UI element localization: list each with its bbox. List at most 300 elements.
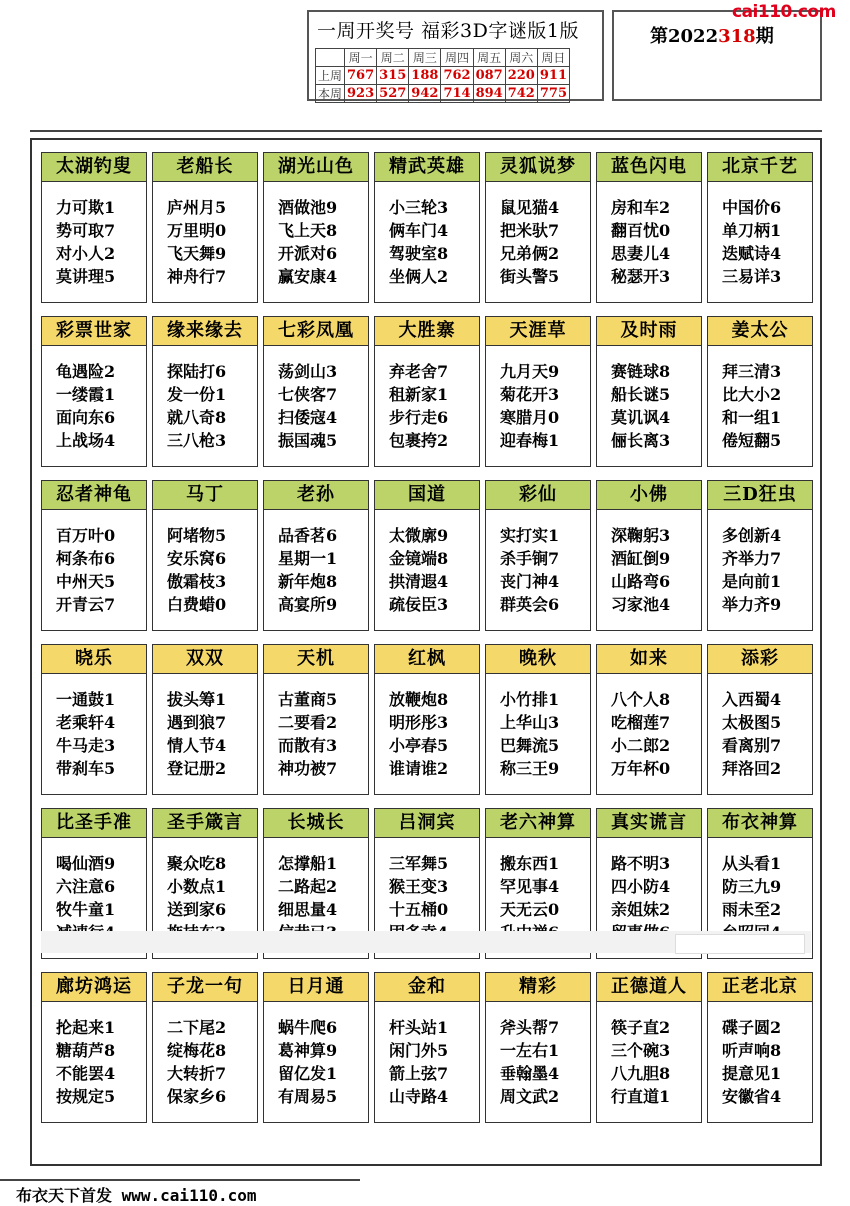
- riddle-lines: [708, 510, 812, 616]
- riddle-line: 赛链球8: [611, 362, 671, 381]
- riddle-lines: [153, 1002, 257, 1108]
- riddle-line: 八个人8: [611, 690, 671, 709]
- riddle-line: 听声响8: [722, 1041, 782, 1060]
- riddle-line: 喝仙酒9: [56, 854, 116, 873]
- weekday-label: 周三: [409, 49, 441, 67]
- riddle-line: 带刹车5: [56, 759, 116, 778]
- riddle-line: 杆头站1: [389, 1018, 449, 1037]
- riddle-line: 拜三清3: [722, 362, 782, 381]
- riddle-line: 酒做池9: [278, 198, 338, 217]
- riddle-line: 闲门外5: [389, 1041, 449, 1060]
- riddle-block: [263, 644, 369, 795]
- riddle-line: 驾驶室8: [389, 244, 449, 263]
- block-title: 天涯草: [486, 317, 590, 346]
- block-title: 比圣手准: [42, 809, 146, 838]
- riddle-line: 二路起2: [278, 877, 338, 896]
- footer-text: 布衣天下首发 www.cai110.com: [16, 1186, 257, 1205]
- block-title: 正老北京: [708, 973, 812, 1002]
- riddle-line: 丧门神4: [500, 572, 560, 591]
- riddle-line: 迭赋诗4: [722, 244, 782, 263]
- riddle-line: 租新家1: [389, 385, 449, 404]
- riddle-lines: [597, 510, 701, 616]
- riddle-line: 菊花开3: [500, 385, 560, 404]
- riddle-block: [485, 644, 591, 795]
- block-title: 圣手箴言: [153, 809, 257, 838]
- riddle-line: 万年杯0: [611, 759, 671, 778]
- riddle-line: 对小人2: [56, 244, 116, 263]
- riddle-block: [596, 480, 702, 631]
- block-title: 马丁: [153, 481, 257, 510]
- riddle-line: 包裹挎2: [389, 431, 449, 450]
- issue-number: [650, 22, 774, 48]
- block-title: 双双: [153, 645, 257, 674]
- draw-number: 527: [377, 85, 409, 103]
- site-logo: cai110.com: [732, 2, 836, 22]
- riddle-block: [263, 316, 369, 467]
- riddle-lines: [597, 182, 701, 288]
- block-title: 蓝色闪电: [597, 153, 701, 182]
- block-title: 子龙一句: [153, 973, 257, 1002]
- riddle-lines: [153, 346, 257, 452]
- riddle-block: [707, 152, 813, 303]
- draw-number: 942: [409, 85, 441, 103]
- draw-number: 087: [473, 67, 505, 85]
- weekday-label: 周一: [345, 49, 377, 67]
- riddle-line: 鼠见猫4: [500, 198, 560, 217]
- riddle-line: 蜗牛爬6: [278, 1018, 338, 1037]
- draw-number: 923: [345, 85, 377, 103]
- riddle-line: 四小防4: [611, 877, 671, 896]
- this-week-row: [316, 85, 570, 103]
- riddle-lines: [486, 674, 590, 780]
- draw-number: 775: [537, 85, 569, 103]
- block-title: 老孙: [264, 481, 368, 510]
- riddle-line: 群英会6: [500, 595, 560, 614]
- divider: [30, 130, 822, 132]
- riddle-lines: [375, 838, 479, 944]
- riddle-line: 九月天9: [500, 362, 560, 381]
- riddle-line: 明形彤3: [389, 713, 449, 732]
- block-title: 天机: [264, 645, 368, 674]
- divider: [0, 1179, 360, 1181]
- riddle-line: 从头看1: [722, 854, 782, 873]
- block-title: 小佛: [597, 481, 701, 510]
- riddle-line: 疏佞臣3: [389, 595, 449, 614]
- riddle-block: [41, 152, 147, 303]
- riddle-line: 斧头帮7: [500, 1018, 560, 1037]
- riddle-block: [263, 972, 369, 1123]
- riddle-line: 牛马走3: [56, 736, 116, 755]
- riddle-line: 中国价6: [722, 198, 782, 217]
- riddle-line: 俪长离3: [611, 431, 671, 450]
- riddle-line: 小竹排1: [500, 690, 560, 709]
- riddle-line: 保家乡6: [167, 1087, 227, 1106]
- riddle-line: 探陆打6: [167, 362, 227, 381]
- riddle-line: 赢安康4: [278, 267, 338, 286]
- riddle-line: 搬东西1: [500, 854, 560, 873]
- riddle-block: [263, 152, 369, 303]
- draw-number: 742: [505, 85, 537, 103]
- riddle-lines: [42, 674, 146, 780]
- riddle-line: 神舟行7: [167, 267, 227, 286]
- riddle-line: 登记册2: [167, 759, 227, 778]
- riddle-lines: [375, 674, 479, 780]
- block-title: 七彩凤凰: [264, 317, 368, 346]
- riddle-line: 入西蜀4: [722, 690, 782, 709]
- riddle-block: [152, 644, 258, 795]
- riddle-line: 行直道1: [611, 1087, 671, 1106]
- riddle-block: [152, 972, 258, 1123]
- riddle-lines: [375, 510, 479, 616]
- riddle-line: 街头警5: [500, 267, 560, 286]
- riddle-line: 三易详3: [722, 267, 782, 286]
- row-label: 本周: [316, 85, 345, 103]
- block-title: 晓乐: [42, 645, 146, 674]
- block-title: 布衣神算: [708, 809, 812, 838]
- riddle-line: 荡剑山3: [278, 362, 338, 381]
- riddle-lines: [597, 838, 701, 944]
- riddle-line: 发一份1: [167, 385, 227, 404]
- riddle-block: [41, 316, 147, 467]
- riddle-block: [485, 152, 591, 303]
- riddle-line: 弃老舍7: [389, 362, 449, 381]
- riddle-line: 品香茗6: [278, 526, 338, 545]
- riddle-line: 杀手锏7: [500, 549, 560, 568]
- riddle-line: 不能罢4: [56, 1064, 116, 1083]
- block-title: 红枫: [375, 645, 479, 674]
- weekday-label: 周二: [377, 49, 409, 67]
- riddle-line: 星期一1: [278, 549, 338, 568]
- block-title: 三D狂虫: [708, 481, 812, 510]
- riddle-line: 按规定5: [56, 1087, 116, 1106]
- block-title: 晚秋: [486, 645, 590, 674]
- riddle-line: 放鞭炮8: [389, 690, 449, 709]
- draw-number: 911: [537, 67, 569, 85]
- riddle-line: 小三轮3: [389, 198, 449, 217]
- riddle-line: 太微廓9: [389, 526, 449, 545]
- last-week-row: [316, 67, 570, 85]
- riddle-line: 振国魂5: [278, 431, 338, 450]
- riddle-block: [41, 644, 147, 795]
- block-title: 忍者神龟: [42, 481, 146, 510]
- riddle-line: 寒腊月0: [500, 408, 560, 427]
- riddle-line: 阿堵物5: [167, 526, 227, 545]
- riddle-lines: [708, 346, 812, 452]
- block-title: 老船长: [153, 153, 257, 182]
- riddle-line: 迎春梅1: [500, 431, 560, 450]
- riddle-lines: [486, 510, 590, 616]
- riddle-line: 遇到狼7: [167, 713, 227, 732]
- riddle-line: 拜洛回2: [722, 759, 782, 778]
- riddle-line: 一通鼓1: [56, 690, 116, 709]
- page-title: 一周开奖号 福彩3D字谜版1版: [317, 20, 579, 42]
- riddle-line: 七侠客7: [278, 385, 338, 404]
- riddle-line: 房和车2: [611, 198, 671, 217]
- riddle-line: 大转折7: [167, 1064, 227, 1083]
- riddle-lines: [708, 838, 812, 944]
- riddle-line: 一缕霞1: [56, 385, 116, 404]
- riddle-lines: [153, 510, 257, 616]
- draw-number: 188: [409, 67, 441, 85]
- riddle-block: [41, 972, 147, 1123]
- riddle-line: 糖葫芦8: [56, 1041, 116, 1060]
- footer-blank: [675, 934, 805, 954]
- issue-panel: [612, 10, 822, 101]
- weekday-label: 周四: [441, 49, 473, 67]
- draw-number: 762: [441, 67, 473, 85]
- block-title: 添彩: [708, 645, 812, 674]
- row-label: 上周: [316, 67, 345, 85]
- riddle-lines: [264, 838, 368, 944]
- riddle-line: 举力齐9: [722, 595, 782, 614]
- weekday-label: 周日: [537, 49, 569, 67]
- riddle-block: [374, 316, 480, 467]
- riddle-line: 筷子直2: [611, 1018, 671, 1037]
- block-title: 长城长: [264, 809, 368, 838]
- riddle-line: 俩车门4: [389, 221, 449, 240]
- riddle-line: 新年炮8: [278, 572, 338, 591]
- riddle-lines: [375, 182, 479, 288]
- riddle-block: [596, 644, 702, 795]
- riddle-lines: [264, 346, 368, 452]
- riddle-line: 有周易5: [278, 1087, 338, 1106]
- block-title: 灵狐说梦: [486, 153, 590, 182]
- riddle-lines: [708, 182, 812, 288]
- block-title: 吕洞宾: [375, 809, 479, 838]
- riddle-line: 二下尾2: [167, 1018, 227, 1037]
- riddle-lines: [264, 674, 368, 780]
- riddle-line: 倦短翻5: [722, 431, 782, 450]
- riddle-line: 万里明0: [167, 221, 227, 240]
- riddle-line: 提意见1: [722, 1064, 782, 1083]
- riddle-line: 古董商5: [278, 690, 338, 709]
- riddle-lines: [597, 346, 701, 452]
- riddle-line: 情人节4: [167, 736, 227, 755]
- riddle-line: 秘瑟开3: [611, 267, 671, 286]
- riddle-line: 和一组1: [722, 408, 782, 427]
- riddle-line: 莫讥讽4: [611, 408, 671, 427]
- riddle-line: 白费蜡0: [167, 595, 227, 614]
- riddle-line: 小数点1: [167, 877, 227, 896]
- riddle-line: 习家池4: [611, 595, 671, 614]
- riddle-lines: [597, 674, 701, 780]
- riddle-line: 酒缸倒9: [611, 549, 671, 568]
- riddle-line: 开派对6: [278, 244, 338, 263]
- riddle-block: [485, 316, 591, 467]
- riddle-line: 龟遇险2: [56, 362, 116, 381]
- riddle-lines: [486, 182, 590, 288]
- block-title: 大胜寨: [375, 317, 479, 346]
- riddle-lines: [264, 510, 368, 616]
- riddle-line: 坐俩人2: [389, 267, 449, 286]
- riddle-lines: [597, 1002, 701, 1108]
- block-title: 姜太公: [708, 317, 812, 346]
- riddle-line: 柯条布6: [56, 549, 116, 568]
- riddle-line: 路不明3: [611, 854, 671, 873]
- riddle-line: 三军舞5: [389, 854, 449, 873]
- riddle-block: [374, 972, 480, 1123]
- riddle-line: 一左右1: [500, 1041, 560, 1060]
- block-title: 太湖钓叟: [42, 153, 146, 182]
- riddle-block: [41, 480, 147, 631]
- block-title: 正德道人: [597, 973, 701, 1002]
- riddle-line: 庐州月5: [167, 198, 227, 217]
- riddle-lines: [42, 182, 146, 288]
- riddle-block: [152, 480, 258, 631]
- riddle-line: 拔头筹1: [167, 690, 227, 709]
- riddle-line: 兄弟俩2: [500, 244, 560, 263]
- riddle-lines: [708, 674, 812, 780]
- riddle-line: 怎撑船1: [278, 854, 338, 873]
- riddle-lines: [42, 346, 146, 452]
- riddle-line: 巴舞流5: [500, 736, 560, 755]
- riddle-line: 雨未至2: [722, 900, 782, 919]
- riddle-line: 葛神算9: [278, 1041, 338, 1060]
- riddle-block: [596, 316, 702, 467]
- riddle-line: 力可欺1: [56, 198, 116, 217]
- riddle-line: 百万叶0: [56, 526, 116, 545]
- weekday-label: 周五: [473, 49, 505, 67]
- riddle-line: 谁请谁2: [389, 759, 449, 778]
- riddle-line: 山寺路4: [389, 1087, 449, 1106]
- riddle-line: 齐举力7: [722, 549, 782, 568]
- riddle-lines: [486, 1002, 590, 1108]
- riddle-line: 看离别7: [722, 736, 782, 755]
- riddle-line: 实打实1: [500, 526, 560, 545]
- riddle-line: 吃榴莲7: [611, 713, 671, 732]
- riddle-line: 十五桶0: [389, 900, 449, 919]
- riddle-line: 小亭春5: [389, 736, 449, 755]
- riddle-line: 称三王9: [500, 759, 560, 778]
- draw-number: 894: [473, 85, 505, 103]
- riddle-lines: [708, 1002, 812, 1108]
- draw-number: 767: [345, 67, 377, 85]
- riddle-line: 比大小2: [722, 385, 782, 404]
- riddle-line: 步行走6: [389, 408, 449, 427]
- riddle-line: 亲姐妹2: [611, 900, 671, 919]
- riddle-line: 拱清遐4: [389, 572, 449, 591]
- riddle-lines: [42, 838, 146, 944]
- riddle-line: 开青云7: [56, 595, 116, 614]
- block-title: 精武英雄: [375, 153, 479, 182]
- riddle-block: [707, 972, 813, 1123]
- riddle-block: [374, 152, 480, 303]
- block-title: 精彩: [486, 973, 590, 1002]
- riddle-block: [152, 152, 258, 303]
- riddle-line: 细思量4: [278, 900, 338, 919]
- draw-number: 315: [377, 67, 409, 85]
- riddle-block: [707, 644, 813, 795]
- riddle-block: [485, 480, 591, 631]
- riddle-line: 金镜端8: [389, 549, 449, 568]
- riddle-line: 太极图5: [722, 713, 782, 732]
- block-title: 真实谎言: [597, 809, 701, 838]
- riddle-lines: [264, 182, 368, 288]
- draw-number: 220: [505, 67, 537, 85]
- riddle-line: 势可取7: [56, 221, 116, 240]
- riddle-lines: [264, 1002, 368, 1108]
- riddle-lines: [153, 182, 257, 288]
- riddle-line: 飞天舞9: [167, 244, 227, 263]
- block-title: 彩票世家: [42, 317, 146, 346]
- riddle-line: 安徽省4: [722, 1087, 782, 1106]
- riddle-line: 傲霜枝3: [167, 572, 227, 591]
- riddle-line: 小二郎2: [611, 736, 671, 755]
- riddle-block: [596, 152, 702, 303]
- draw-number: 714: [441, 85, 473, 103]
- riddle-block: [485, 972, 591, 1123]
- weekly-draw-table: [315, 48, 570, 103]
- riddle-line: 莫讲理5: [56, 267, 116, 286]
- riddle-line: 箭上弦7: [389, 1064, 449, 1083]
- block-title: 国道: [375, 481, 479, 510]
- riddle-line: 面向东6: [56, 408, 116, 427]
- riddle-line: 上华山3: [500, 713, 560, 732]
- riddle-lines: [153, 674, 257, 780]
- riddle-line: 抡起来1: [56, 1018, 116, 1037]
- riddle-line: 山路弯6: [611, 572, 671, 591]
- weekly-draw-panel: [307, 10, 604, 101]
- riddle-line: 老乘轩4: [56, 713, 116, 732]
- riddle-line: 高宴所9: [278, 595, 338, 614]
- riddle-line: 深鞠躬3: [611, 526, 671, 545]
- riddle-line: 多创新4: [722, 526, 782, 545]
- riddle-line: 把米驮7: [500, 221, 560, 240]
- riddle-lines: [42, 1002, 146, 1108]
- riddle-line: 神功被7: [278, 759, 338, 778]
- riddle-line: 周文武2: [500, 1087, 560, 1106]
- riddle-line: 飞上天8: [278, 221, 338, 240]
- riddle-line: 三八枪3: [167, 431, 227, 450]
- block-title: 及时雨: [597, 317, 701, 346]
- riddle-line: 猴王变3: [389, 877, 449, 896]
- riddle-line: 翻百忧0: [611, 221, 671, 240]
- riddle-lines: [42, 510, 146, 616]
- weekday-row: [316, 49, 570, 67]
- riddle-block: [707, 316, 813, 467]
- riddle-block: [374, 480, 480, 631]
- riddle-lines: [153, 838, 257, 944]
- riddle-lines: [486, 838, 590, 944]
- riddle-line: 罕见事4: [500, 877, 560, 896]
- block-title: 金和: [375, 973, 479, 1002]
- issue-suffix: 期: [755, 26, 774, 47]
- riddle-line: 垂翰墨4: [500, 1064, 560, 1083]
- riddle-line: 留亿发1: [278, 1064, 338, 1083]
- riddle-line: 六注意6: [56, 877, 116, 896]
- riddle-line: 就八奇8: [167, 408, 227, 427]
- riddle-block: [152, 316, 258, 467]
- riddle-line: 船长谜5: [611, 385, 671, 404]
- riddle-line: 聚众吃8: [167, 854, 227, 873]
- issue-prefix: 第2022: [650, 26, 719, 47]
- riddle-line: 安乐窝6: [167, 549, 227, 568]
- riddle-line: 单刀柄1: [722, 221, 782, 240]
- riddle-line: 是向前1: [722, 572, 782, 591]
- riddle-line: 牧牛童1: [56, 900, 116, 919]
- block-title: 北京千艺: [708, 153, 812, 182]
- block-title: 如来: [597, 645, 701, 674]
- block-title: 日月通: [264, 973, 368, 1002]
- riddle-grid: [30, 138, 822, 1166]
- riddle-lines: [486, 346, 590, 452]
- riddle-line: 上战场4: [56, 431, 116, 450]
- riddle-line: 八九胆8: [611, 1064, 671, 1083]
- issue-id: 318: [718, 26, 756, 47]
- riddle-line: 天无云0: [500, 900, 560, 919]
- riddle-line: 思妻儿4: [611, 244, 671, 263]
- riddle-line: 而散有3: [278, 736, 338, 755]
